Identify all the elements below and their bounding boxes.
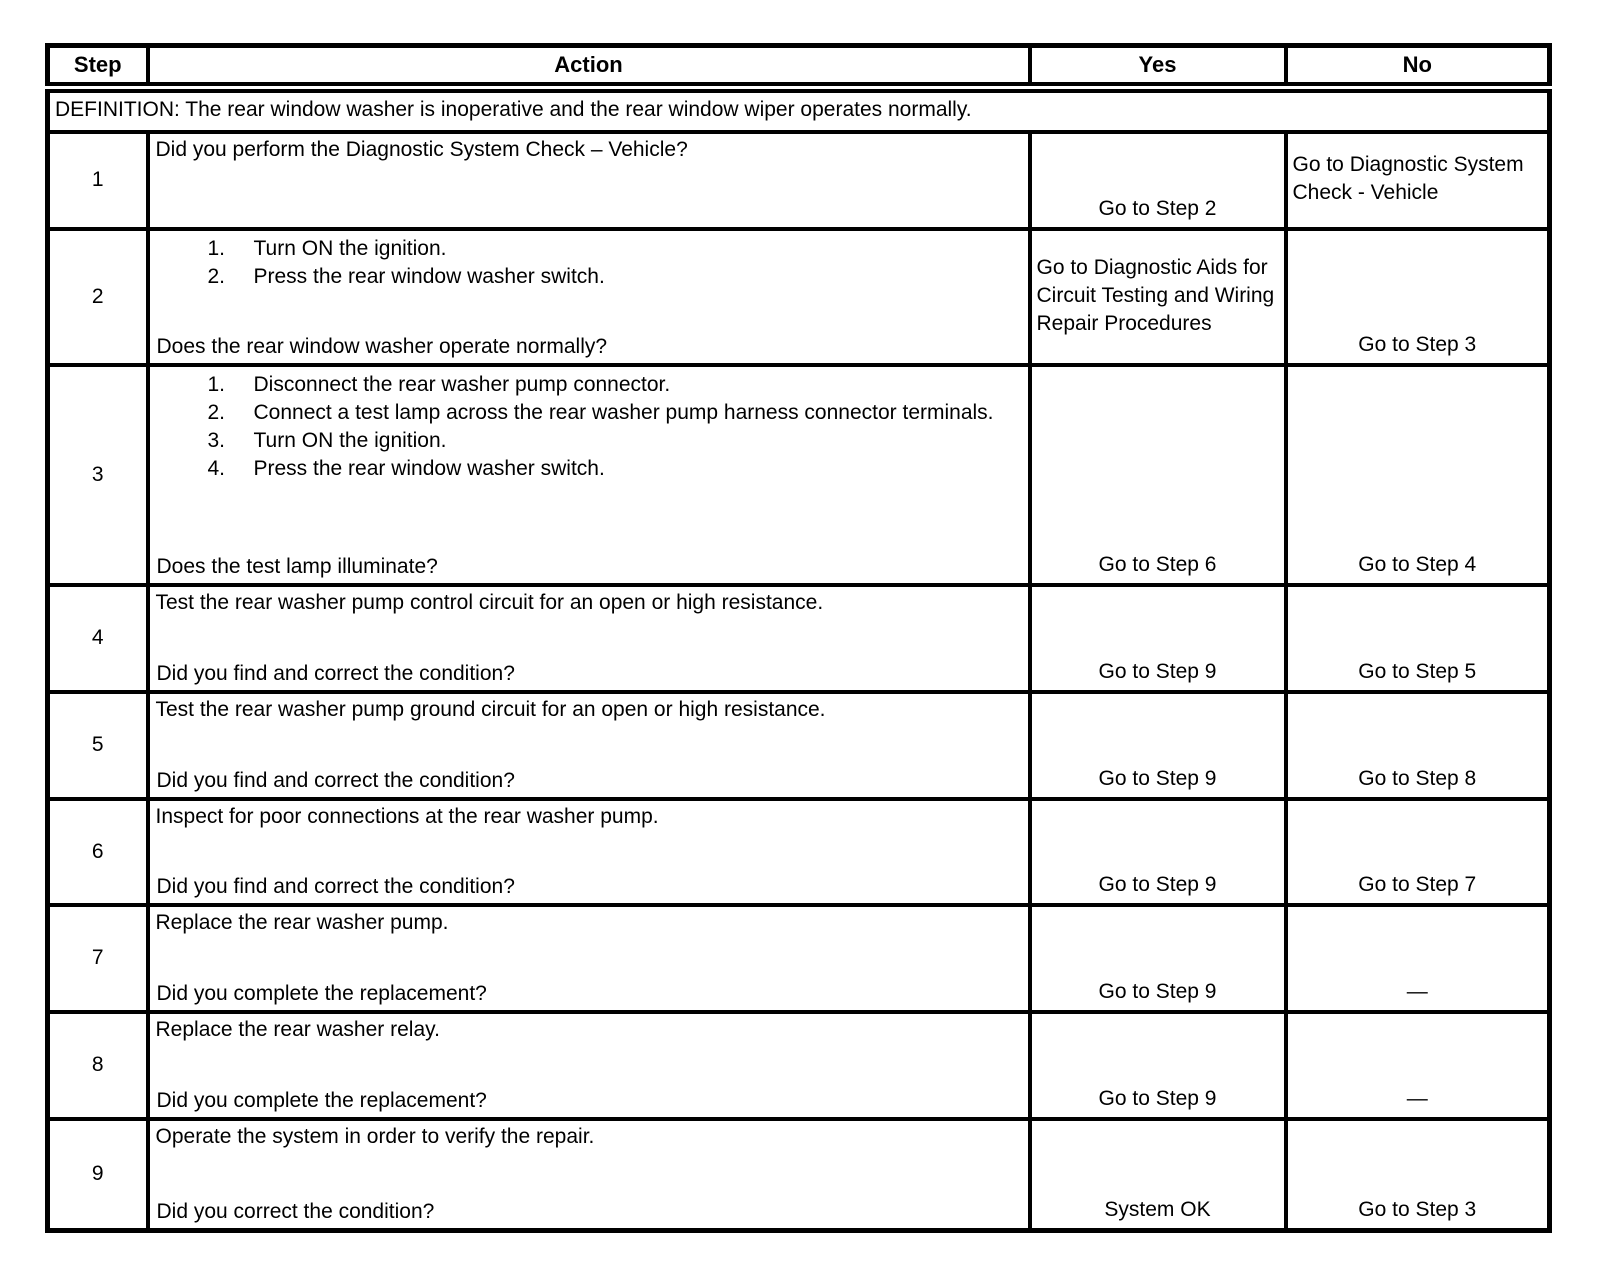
action-intro: Test the rear washer pump ground circuit for an open or high resistance. — [155, 697, 826, 721]
list-number: 4. — [207, 456, 226, 480]
action-cell — [148, 1119, 1030, 1231]
diagnostic-table — [45, 43, 1552, 1233]
table-row — [48, 229, 1550, 365]
yes-cell: Go to Step 9 — [1030, 1012, 1286, 1119]
list-number: 1. — [207, 236, 226, 260]
header-no: No — [1286, 46, 1550, 88]
action-list-item — [156, 371, 1022, 399]
step-number: 2 — [48, 229, 148, 365]
action-question: Does the test lamp illuminate? — [156, 554, 438, 578]
step-number: 3 — [48, 365, 148, 585]
no-cell: Go to Diagnostic System Check - Vehicle — [1286, 132, 1550, 229]
step-number: 1 — [48, 132, 148, 229]
list-text: Disconnect the rear washer pump connector. — [253, 372, 671, 396]
action-list — [156, 235, 1022, 291]
table-row — [48, 905, 1550, 1012]
header-action: Action — [148, 46, 1030, 88]
action-intro: Did you perform the Diagnostic System Check – Vehicle? — [155, 137, 688, 161]
action-list-item — [156, 427, 1022, 455]
step-number: 4 — [48, 585, 148, 692]
list-number: 2. — [207, 264, 226, 288]
action-question: Did you find and correct the condition? — [156, 874, 515, 898]
yes-cell: Go to Step 2 — [1030, 132, 1286, 229]
action-question: Did you correct the condition? — [156, 1200, 435, 1223]
list-text: Turn ON the ignition. — [253, 236, 447, 260]
no-cell: Go to Step 3 — [1286, 229, 1550, 365]
table-row — [48, 365, 1550, 585]
action-intro: Replace the rear washer pump. — [155, 910, 449, 934]
action-question: Did you complete the replacement? — [156, 1088, 487, 1112]
no-cell: Go to Step 5 — [1286, 585, 1550, 692]
action-intro: Replace the rear washer relay. — [155, 1017, 440, 1041]
list-text: Connect a test lamp across the rear washer pump harness connector terminals. — [253, 400, 994, 424]
yes-cell: Go to Step 9 — [1030, 692, 1286, 799]
no-cell: Go to Step 3 — [1286, 1119, 1550, 1231]
step-number: 5 — [48, 692, 148, 799]
table-row — [48, 1119, 1550, 1231]
yes-cell: Go to Step 9 — [1030, 799, 1286, 905]
list-number: 3. — [207, 428, 226, 452]
table-row — [48, 799, 1550, 905]
definition-section — [48, 88, 1550, 132]
action-question: Does the rear window washer operate normally? — [156, 334, 608, 358]
step-number: 6 — [48, 799, 148, 905]
table-header — [48, 46, 1550, 88]
table-row — [48, 585, 1550, 692]
list-text: Press the rear window washer switch. — [253, 456, 605, 480]
list-number: 2. — [207, 400, 226, 424]
action-cell — [148, 905, 1030, 1012]
action-list-item — [156, 235, 1022, 263]
yes-cell: System OK — [1030, 1119, 1286, 1231]
action-cell — [148, 1012, 1030, 1119]
header-row — [48, 46, 1550, 88]
action-question: Did you complete the replacement? — [156, 981, 487, 1005]
no-cell: — — [1286, 1012, 1550, 1119]
no-cell: — — [1286, 905, 1550, 1012]
step-number: 8 — [48, 1012, 148, 1119]
action-question: Did you find and correct the condition? — [156, 661, 515, 685]
action-question: Did you find and correct the condition? — [156, 768, 515, 792]
no-cell: Go to Step 7 — [1286, 799, 1550, 905]
table-row — [48, 1012, 1550, 1119]
action-intro: Inspect for poor connections at the rear washer pump. — [155, 804, 659, 828]
header-yes: Yes — [1030, 46, 1286, 88]
action-list-item — [156, 455, 1022, 483]
step-number: 7 — [48, 905, 148, 1012]
definition-text: DEFINITION: The rear window washer is inoperative and the rear window wiper operates normally. — [48, 88, 1550, 132]
steps-body — [48, 132, 1550, 1231]
action-cell — [148, 585, 1030, 692]
action-cell — [148, 229, 1030, 365]
action-cell — [148, 365, 1030, 585]
action-intro: Test the rear washer pump control circuit for an open or high resistance. — [155, 590, 824, 614]
no-cell: Go to Step 8 — [1286, 692, 1550, 799]
list-text: Press the rear window washer switch. — [253, 264, 605, 288]
action-list-item — [156, 263, 1022, 291]
yes-cell: Go to Step 9 — [1030, 585, 1286, 692]
action-cell — [148, 692, 1030, 799]
list-number: 1. — [207, 372, 226, 396]
yes-cell: Go to Step 9 — [1030, 905, 1286, 1012]
action-list — [156, 371, 1022, 483]
action-intro: Operate the system in order to verify the repair. — [155, 1124, 595, 1148]
step-number: 9 — [48, 1119, 148, 1231]
definition-row — [48, 88, 1550, 132]
table-row — [48, 692, 1550, 799]
list-text: Turn ON the ignition. — [253, 428, 447, 452]
yes-cell: Go to Step 6 — [1030, 365, 1286, 585]
no-cell: Go to Step 4 — [1286, 365, 1550, 585]
action-list-item — [156, 399, 1022, 427]
table-row — [48, 132, 1550, 229]
action-cell — [148, 132, 1030, 229]
action-cell — [148, 799, 1030, 905]
header-step: Step — [48, 46, 148, 88]
yes-cell: Go to Diagnostic Aids for Circuit Testing and Wiring Repair Procedures — [1030, 229, 1286, 365]
